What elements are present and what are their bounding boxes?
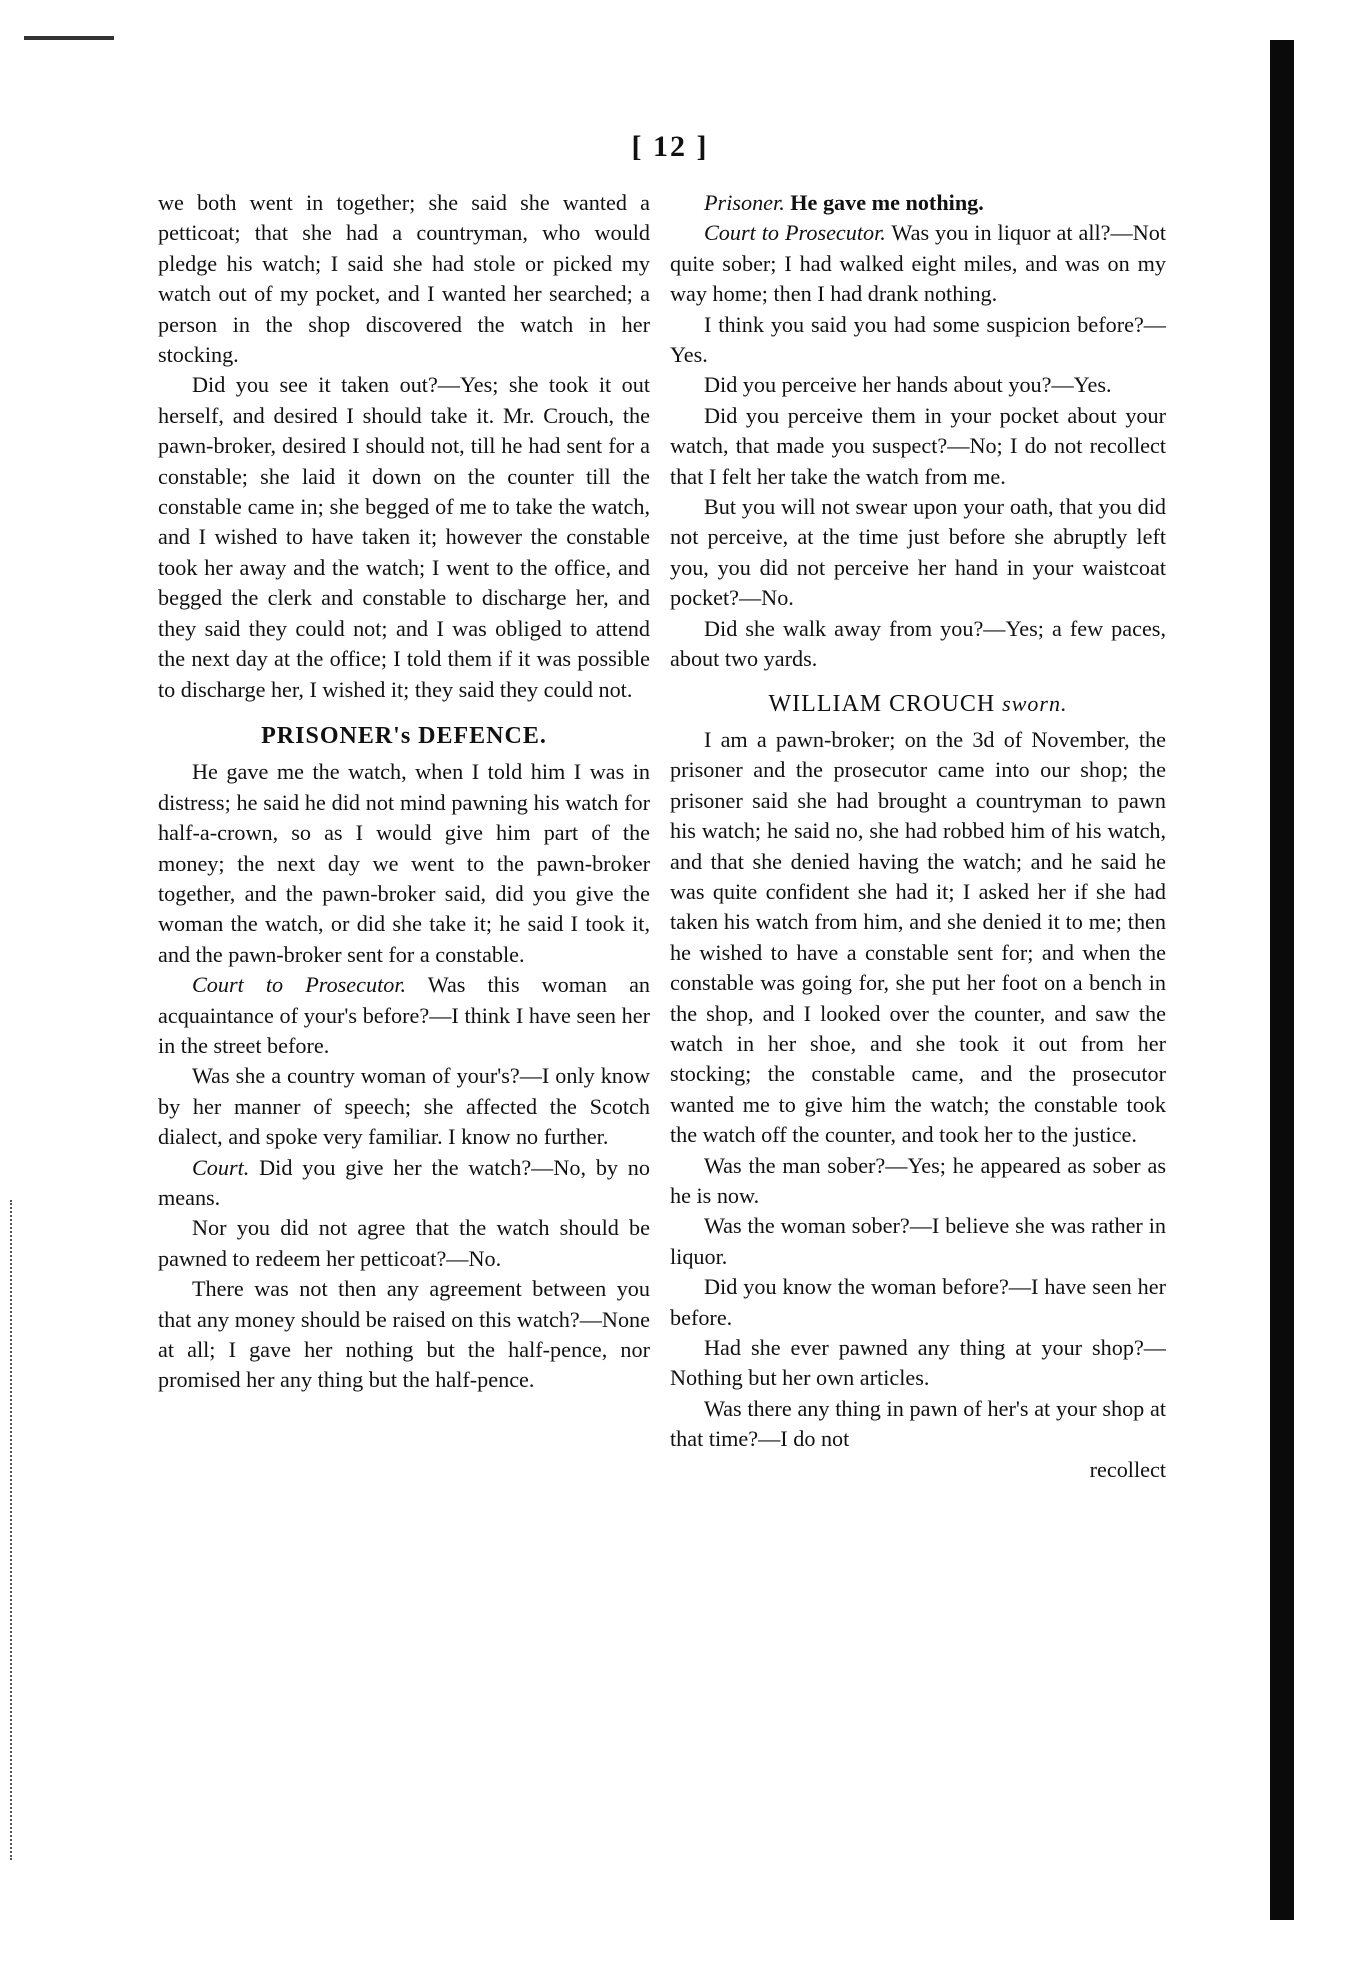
witness-name: WILLIAM CROUCH [768, 690, 996, 717]
right-column [670, 188, 1166, 1485]
paragraph: Court to Prosecutor. Was this woman an acquaintance of your's before?—I think I have seen her in the street before. [158, 972, 651, 1058]
paragraph: But you will not swear upon your oath, that you did not perceive, at the time just before she abruptly left you, you did not perceive her hand in your waistcoat pocket?—No. [670, 494, 1166, 611]
scan-binding-shadow [1270, 40, 1294, 1920]
paragraph: Court to Prosecutor. Was you in liquor at all?—Not quite sober; I had walked eight miles, and was on my way home; then I had drank nothing. [670, 220, 1166, 307]
paragraph: Did you see it taken out?—Yes; she took it out herself, and desired I should take it. Mr. Crouch, the pawn-broker, desired I should not, till he had sent for a constable; she laid it down on the counter till the constable came in; she begged of me to take the watch, and I wished to have taken it; however the constable took her away and the watch; I went to the office, and begged the clerk and constable to discharge her, and they said they could not; and I was obliged to attend the next day at the office; I told them if it was possible to discharge her, I wished it; they said they could not. [158, 372, 650, 702]
page-number-header: [ 12 ] [631, 130, 709, 163]
paragraph: Did you perceive her hands about you?—Yes. [704, 372, 1112, 398]
paragraph: Prisoner. He gave me nothing. [704, 190, 984, 215]
paragraph: There was not then any agreement between you that any money should be raised on this watch?—None at all; I gave her nothing but the half-pence, nor promised her any thing but the half-pence. [158, 1276, 650, 1393]
paragraph: Was the woman sober?—I believe she was rather in liquor. [670, 1213, 1166, 1269]
paragraph: Was the man sober?—Yes; he appeared as sober as he is now. [670, 1152, 1166, 1208]
paragraph: Was there any thing in pawn of her's at your shop at that time?—I do not [670, 1395, 1166, 1452]
speaker-label: Court. [192, 1154, 250, 1180]
left-column [158, 188, 650, 1396]
paragraph: He gave me the watch, when I told him I was in distress; he said he did not mind pawning his watch for half-a-crown, so as I would give him part of the money; the next day we went to the pawn-broker together, and the pawn-broker said, did you give the woman the watch, or did she take it; he said I took it, and the pawn-broker sent for a constable. [158, 759, 650, 967]
scan-edge-dots [10, 1200, 18, 1860]
paragraph: Court. Did you give her the watch?—No, by no means. [158, 1154, 650, 1210]
paragraph: I think you said you had some suspicion before?—Yes. [670, 311, 1166, 368]
witness-heading [670, 689, 1166, 719]
scan-edge-mark [24, 36, 114, 40]
defence-heading: PRISONER's DEFENCE. [261, 722, 547, 749]
paragraph: Did you know the woman before?—I have seen her before. [670, 1274, 1166, 1330]
witness-sworn: sworn. [1002, 690, 1068, 716]
catchword: recollect [1089, 1456, 1166, 1482]
speaker-label: Court to Prosecutor. [192, 972, 407, 998]
paragraph: we both went in together; she said she wanted a petticoat; that she had a countryman, who would pledge his watch; I said she had stole or picked my watch out of my pocket, and I wanted her searched; a person in the shop discovered the watch in her stocking. [158, 190, 650, 368]
paragraph: Was she a country woman of your's?—I only know by her manner of speech; she affected the Scotch dialect, and spoke very familiar. I know no further. [158, 1063, 650, 1150]
paragraph: Did she walk away from you?—Yes; a few paces, about two yards. [670, 615, 1166, 672]
paragraph: Had she ever pawned any thing at your shop?—Nothing but her own articles. [670, 1335, 1166, 1391]
paragraph: Did you perceive them in your pocket about your watch, that made you suspect?—No; I do not recollect that I felt her take the watch from me. [670, 402, 1166, 489]
paragraph: I am a pawn-broker; on the 3d of November, the prisoner and the prosecutor came into our shop; the prisoner said she had brought a countryman to pawn his watch; he said no, she had robbed him of his watch, and that she denied having the watch; and he said he was quite confident she had it; I asked her if she had taken his watch from him, and she denied it to me; then he wished to have a constable sent for; and when the constable was going for, she put her foot on a bench in the shop, and I looked over the counter, and saw the watch in her shoe, and she took it out from her stocking; the constable came, and the prosecutor wanted me to give him the watch; the constable took the watch off the counter, and took her to the justice. [670, 726, 1166, 1148]
paragraph: Nor you did not agree that the watch should be pawned to redeem her petticoat?—No. [158, 1215, 650, 1271]
speaker-label: Prisoner. [704, 190, 785, 215]
speaker-label: Court to Prosecutor. [704, 220, 886, 246]
